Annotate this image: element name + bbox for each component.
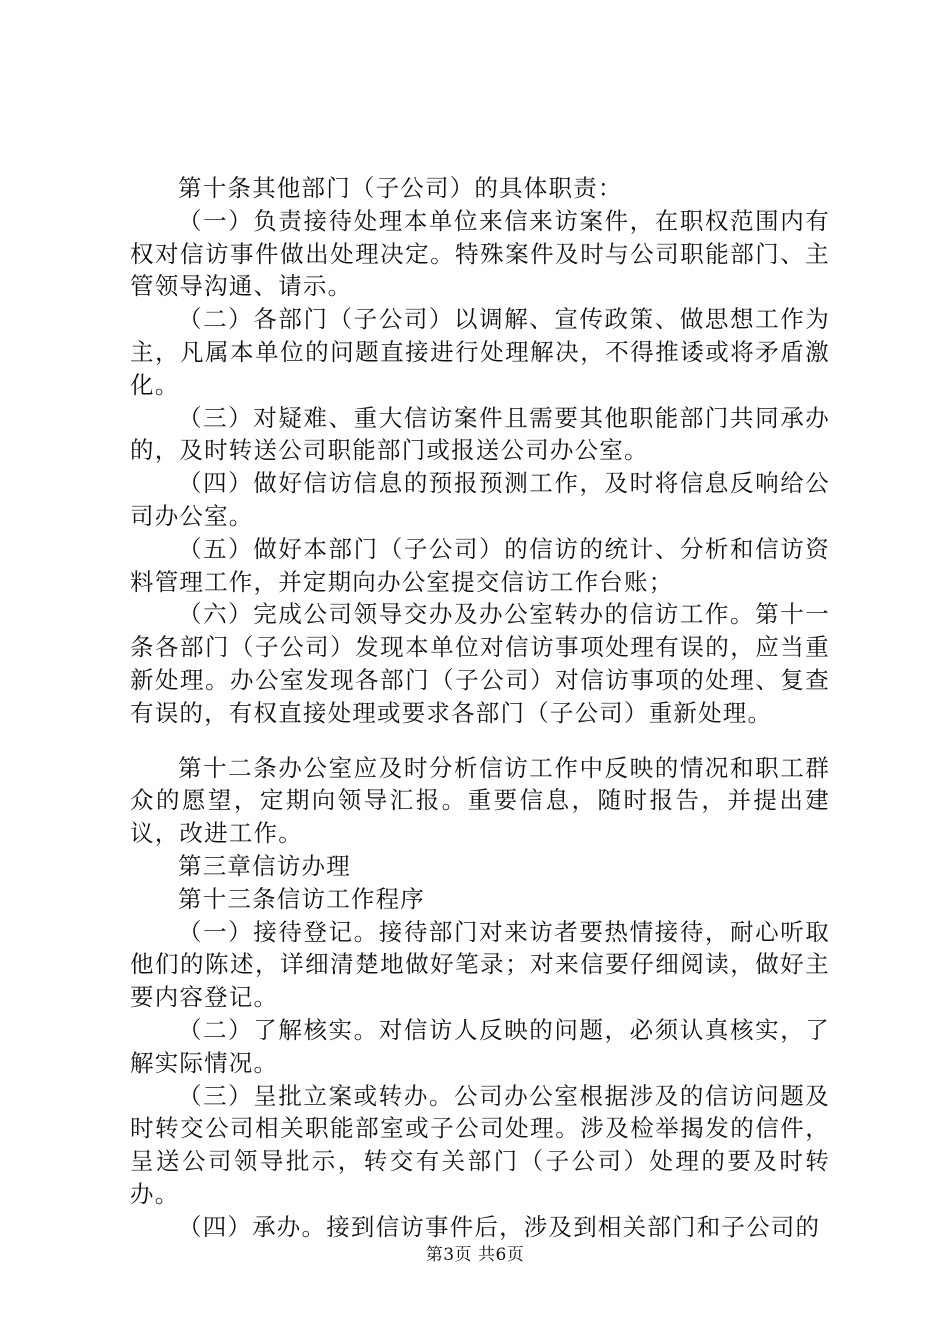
paragraph-procedure-2: （二）了解核实。对信访人反映的问题，必须认真核实，了解实际情况。 (130, 1015, 830, 1077)
paragraph-item-6: （六）完成公司领导交办及办公室转办的信访工作。第十一条各部门（子公司）发现本单位对信访事项处理有误的，应当重新处理。办公室发现各部门（子公司）对信访事项的处理、复查有误的，有权直接处理或要求各部门（子公司）重新处理。 (130, 600, 830, 727)
paragraph-procedure-3: （三）呈批立案或转办。公司办公室根据涉及的信访问题及时转交公司相关职能部室或子公司处理。涉及检举揭发的信件，呈送公司领导批示，转交有关部门（子公司）处理的要及时转办。 (130, 1081, 830, 1208)
paragraph-item-5: （五）做好本部门（子公司）的信访的统计、分析和信访资料管理工作，并定期向办公室提交信访工作台账； (130, 534, 830, 596)
paragraph-article-12: 第十二条办公室应及时分析信访工作中反映的情况和职工群众的愿望，定期向领导汇报。重要信息，随时报告，并提出建议，改进工作。 (130, 753, 830, 848)
paragraph-procedure-4: （四）承办。接到信访事件后，涉及到相关部门和子公司的 (178, 1212, 821, 1241)
paragraph-item-3: （三）对疑难、重大信访案件且需要其他职能部门共同承办的，及时转送公司职能部门或报送公司办公室。 (130, 403, 830, 465)
document-body (130, 172, 830, 1244)
paragraph-article-13: 第十三条信访工作程序 (178, 884, 425, 913)
paragraph-item-4: （四）做好信访信息的预报预测工作，及时将信息反响给公司办公室。 (130, 469, 830, 530)
chapter-heading: 第三章信访办理 (178, 851, 351, 880)
paragraph-article-10: 第十条其他部门（子公司）的具体职责： (178, 174, 623, 202)
paragraph-item-1: （一）负责接待处理本单位来信来访案件，在职权范围内有权对信访事件做出处理决定。特殊案件及时与公司职能部门、主管领导沟通、请示。 (130, 206, 830, 301)
page-number-footer: 第3页 共6页 (425, 1245, 525, 1265)
paragraph-procedure-1: （一）接待登记。接待部门对来访者要热情接待，耐心听取他们的陈述，详细清楚地做好笔录；对来信要仔细阅读，做好主要内容登记。 (130, 917, 830, 1012)
paragraph-item-2: （二）各部门（子公司）以调解、宣传政策、做思想工作为主，凡属本单位的问题直接进行处理解决，不得推诿或将矛盾激化。 (130, 305, 830, 399)
